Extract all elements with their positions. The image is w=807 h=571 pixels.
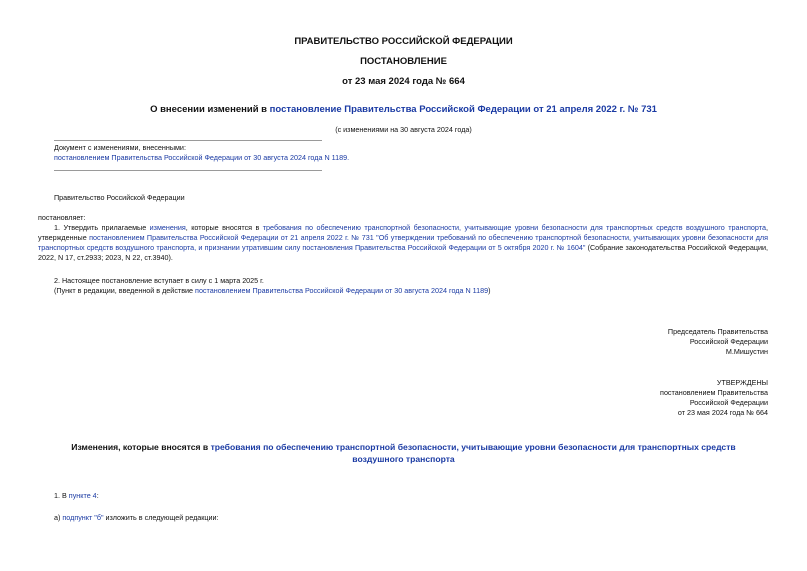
p2-note-text-1: (Пункт в редакции, введенной в действие	[54, 286, 196, 295]
signature-line-3: М.Мишустин	[725, 347, 768, 356]
item-1-link[interactable]: пункте 4	[68, 491, 97, 500]
doc-type-heading: ПОСТАНОВЛЕНИЕ	[360, 56, 447, 67]
approved-block	[500, 378, 768, 418]
paragraph-2: 2. Настоящее постановление вступает в силу с 1 марта 2025 г.	[54, 276, 264, 285]
signature-block	[500, 327, 768, 357]
title-link[interactable]: постановление Правительства Российской Федерации от 21 апреля 2022 г. № 731	[269, 104, 657, 115]
item-a-link[interactable]: подпункт "б"	[62, 513, 104, 522]
p1-text-4: (Собрание законодательства Российской Федерации, 2022, N 17, ст.2933; 2023, N 22, ст.3940).	[38, 243, 768, 262]
signature-line-2: Российской Федерации	[689, 337, 768, 346]
item-a-suffix: изложить в следующей редакции:	[103, 513, 219, 522]
changes-title-link-1[interactable]: требования по обеспечению транспортной безопасности, учитывающие уровни безопасности для транспортных средств	[210, 442, 736, 452]
paragraph-1	[38, 223, 768, 263]
approved-line-4: от 23 мая 2024 года № 664	[677, 408, 768, 417]
changes-title-prefix: Изменения, которые вносятся в	[71, 442, 211, 452]
changes-label: Документ с изменениями, внесенными:	[54, 143, 186, 152]
paragraph-2-note	[54, 286, 491, 296]
p1-text-3: , утвержденные	[38, 223, 768, 242]
p2-note-link[interactable]: постановлением Правительства Российской Федерации от 30 августа 2024 года N 1189	[195, 286, 489, 295]
p2-note-text-2: )	[488, 286, 491, 295]
item-a-prefix: а)	[54, 513, 63, 522]
item-1-prefix: 1. В	[54, 491, 69, 500]
document-title	[0, 104, 807, 115]
signature-line-1: Председатель Правительства	[667, 327, 768, 336]
item-1	[54, 491, 99, 501]
title-prefix: О внесении изменений в	[150, 104, 270, 115]
approved-line-2: постановлением Правительства	[660, 388, 768, 397]
p1-text-2: , которые вносятся в	[185, 223, 263, 232]
approved-line-1: УТВЕРЖДЕНЫ	[716, 378, 768, 387]
changes-title	[0, 441, 807, 465]
amend-note: (с изменениями на 30 августа 2024 года)	[335, 125, 472, 134]
item-1-suffix: :	[96, 491, 99, 500]
p1-link-changes[interactable]: изменения	[149, 223, 186, 232]
p1-link-decree-731[interactable]: постановлением Правительства Российской Федерации от 21 апреля 2022 г. № 731 "Об утверждении требований по обеспечению транспортной безопасности, учитывающих уровни безопасности для транспортных средств воздушного транспорта, и признании утратившим силу постановления Правительства Российской Федерации от 5 октября 2020 г. № 1604"	[38, 233, 769, 252]
divider-top	[54, 140, 322, 141]
decree-word: постановляет:	[38, 213, 86, 222]
date-number: от 23 мая 2024 года № 664	[342, 76, 465, 87]
approved-line-3: Российской Федерации	[689, 398, 768, 407]
p1-text-1: 1. Утвердить прилагаемые	[54, 223, 150, 232]
p1-link-requirements[interactable]: требования по обеспечению транспортной безопасности, учитывающие уровни безопасности для транспортных средств воздушного транспорта	[262, 223, 766, 232]
changes-title-link-2[interactable]: воздушного транспорта	[352, 454, 455, 464]
item-a	[54, 513, 219, 523]
government-heading: ПРАВИТЕЛЬСТВО РОССИЙСКОЙ ФЕДЕРАЦИИ	[294, 36, 513, 47]
divider-bottom	[54, 170, 322, 171]
issuer: Правительство Российской Федерации	[54, 193, 185, 202]
changes-link[interactable]: постановлением Правительства Российской Федерации от 30 августа 2024 года N 1189.	[54, 153, 350, 162]
